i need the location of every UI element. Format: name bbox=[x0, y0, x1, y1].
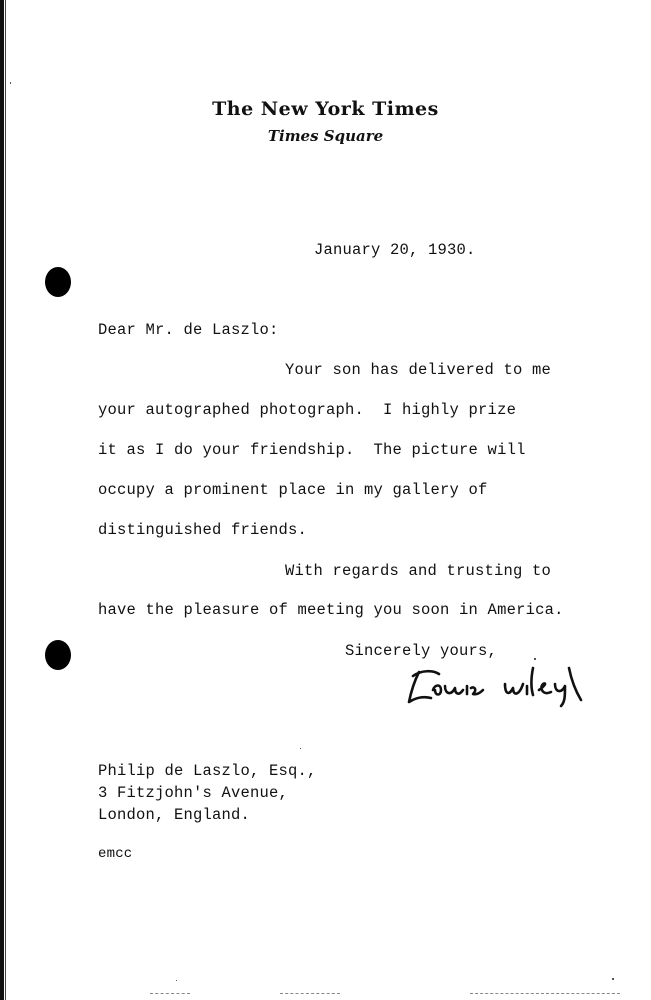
scan-artifact bbox=[470, 993, 620, 995]
body-line: have the pleasure of meeting you soon in America. bbox=[98, 601, 564, 619]
letter-closing: Sincerely yours, bbox=[345, 642, 498, 660]
letterhead-name: The New York Times bbox=[212, 98, 439, 120]
letterhead-address: Times Square bbox=[267, 127, 384, 145]
recipient-line-3: London, England. bbox=[98, 806, 251, 824]
paper-speck bbox=[10, 82, 11, 84]
punch-hole-bottom bbox=[45, 640, 71, 670]
recipient-line-2: 3 Fitzjohn's Avenue, bbox=[98, 784, 289, 802]
body-line: With regards and trusting to bbox=[285, 562, 552, 580]
scan-artifact bbox=[280, 993, 340, 995]
paper-speck bbox=[176, 980, 177, 981]
body-line: occupy a prominent place in my gallery of bbox=[98, 481, 488, 499]
recipient-line-1: Philip de Laszlo, Esq., bbox=[98, 762, 317, 780]
typist-initials: emcc bbox=[98, 846, 133, 862]
paper-speck bbox=[612, 978, 614, 980]
handwritten-signature bbox=[405, 662, 595, 715]
scan-artifact bbox=[150, 993, 190, 995]
paper-speck bbox=[534, 658, 536, 660]
paper-speck bbox=[300, 748, 301, 749]
scan-left-edge-line bbox=[5, 0, 6, 1000]
letter-date: January 20, 1930. bbox=[314, 241, 476, 259]
body-line: your autographed photograph. I highly prize bbox=[98, 401, 517, 419]
scan-left-edge bbox=[0, 0, 4, 1000]
punch-hole-top bbox=[45, 267, 71, 297]
letter-salutation: Dear Mr. de Laszlo: bbox=[98, 321, 279, 339]
body-line: distinguished friends. bbox=[98, 521, 308, 539]
body-line: Your son has delivered to me bbox=[285, 361, 552, 379]
body-line: it as I do your friendship. The picture will bbox=[98, 441, 526, 459]
